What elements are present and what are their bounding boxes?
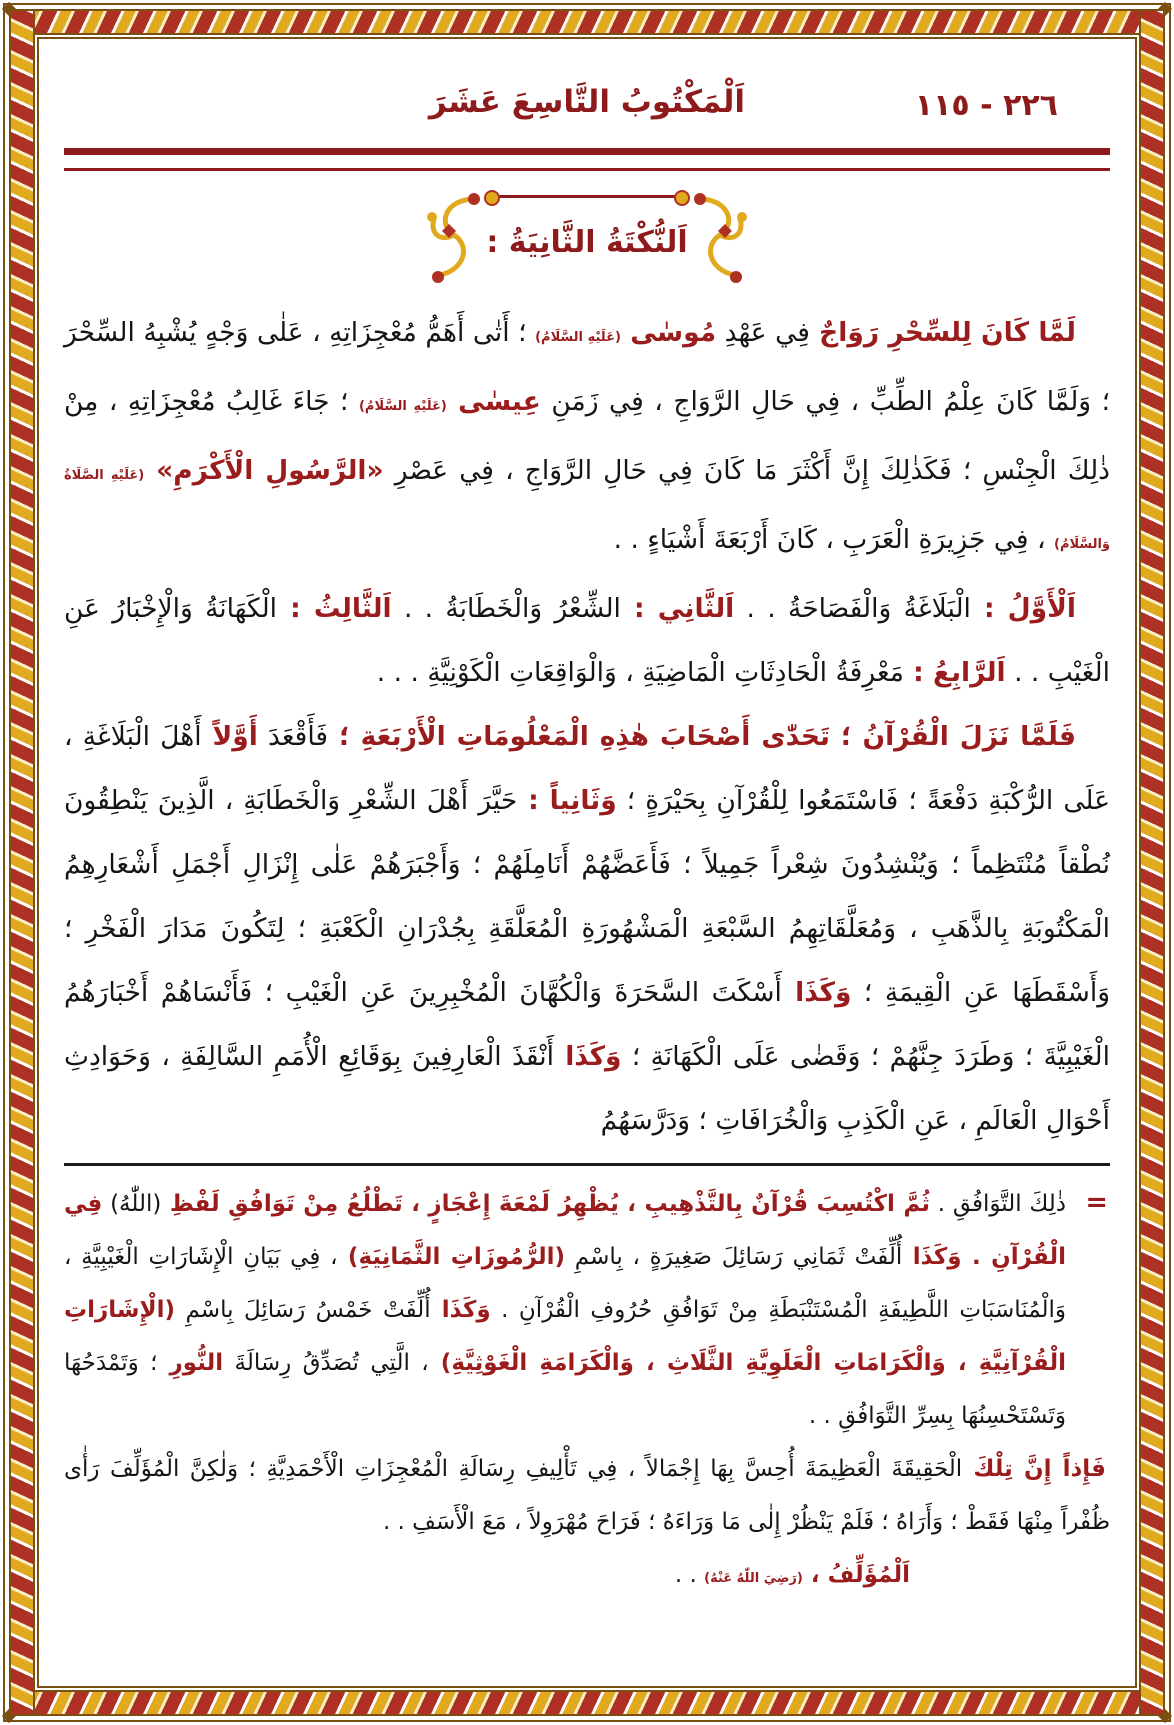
- paragraph: [64, 705, 1110, 1153]
- text-segment: (الرُّمُوزَاتِ الثَّمَانِيَةِ): [337, 1244, 566, 1270]
- section-cartouche: [422, 191, 752, 283]
- border-braid-left: [9, 9, 35, 1716]
- text-segment: ؛ وَتَمْدَحُهَا وَتَسْتَحْسِنُهَا بِسِرِّ التَّوَافُقِ . .: [64, 1350, 1066, 1429]
- text-segment: ، الَّتِي تُصَدِّقُ رِسَالَةَ: [223, 1350, 429, 1376]
- text-segment: مَعْرِفَةُ الْحَادِثَاتِ الْمَاضِيَةِ ، وَالْوَاقِعَاتِ الْكَوْنِيَّةِ . . .: [376, 657, 904, 688]
- text-segment: اَلثَّالِثُ :: [277, 593, 392, 624]
- text-segment: اَلْمُؤَلِّفُ ،: [802, 1562, 910, 1588]
- border-braid-top: [9, 9, 1165, 35]
- text-segment: (اللّٰهُ): [102, 1191, 162, 1217]
- text-segment: (عَلَيْهِ السَّلَامُ): [358, 399, 447, 414]
- border-braid-right: [1139, 9, 1165, 1716]
- paragraph: [64, 301, 1110, 577]
- text-segment: الْكَهَانَةُ وَالْإِخْبَارُ عَنِ الْغَيْبِ . .: [64, 593, 1110, 688]
- text-segment: أُلِّفَتْ ثَمَانِي رَسَائِلَ صَغِيرَةٍ ، بِاسْمِ: [565, 1244, 903, 1270]
- text-segment: وَكَذَا: [430, 1297, 491, 1323]
- text-segment: ثُمَّ اكْتُسِبَ قُرْآنٌ بِالتَّذْهِيبِ ، يُظْهِرُ لَمْعَةَ إِعْجَازٍ ، تَطْلُعُ مِنْ تَوَافُقِ لَفْظِ: [161, 1191, 931, 1217]
- footnote: [64, 1178, 1110, 1605]
- page-header: [64, 76, 1110, 142]
- text-segment: حَيَّرَ أَهْلَ الشِّعْرِ وَالْخَطَابَةِ ، الَّذِينَ يَنْطِقُونَ نُطْقاً مُنْتَظِماً ؛ وَيُنْشِدُونَ شِعْراً جَمِيلاً ؛ فَأَعَضَّهُمْ أَنَامِلَهُمْ ؛ وَأَجْبَرَهُمْ عَلٰى إِنْزَالِ أَجْمَلِ أَشْعَارِهِمُ الْمَكْتُوبَةِ بِالذَّهَبِ ، وَمُعَلَّقَاتِهِمُ السَّبْعَةِ الْمَشْهُورَةِ الْمُعَلَّقَةِ بِجُدْرَانِ الْكَعْبَةِ ؛ لِتَكُونَ مَدَارَ الْفَخْرِ ؛ وَأَسْقَطَهَا عَنِ الْقِيمَةِ ؛: [64, 785, 1111, 1008]
- header-double-rule: [64, 148, 1110, 171]
- text-segment: فَأَقْعَدَ: [257, 721, 329, 752]
- text-segment: فَلَمَّا نَزَلَ الْقُرْآنُ ؛ تَحَدّٰى أَصْحَابَ هٰذِهِ الْمَعْلُومَاتِ الْأَرْبَعَةِ ؛: [328, 721, 1076, 752]
- text-segment: عِيسٰى: [446, 386, 541, 417]
- text-segment: (الْإِشَارَاتِ الْقُرْآنِيَّةِ ، وَالْكَرَامَاتِ الْعَلَوِيَّةِ الثَّلَاثِ ، وَالْكَرَامَةِ الْغَوْثِيَّةِ): [64, 1297, 1067, 1376]
- footnote-signature: [64, 1549, 1110, 1605]
- text-segment: «الرَّسُولِ الْأَكْرَمِ»: [144, 455, 384, 486]
- text-segment: فِي عَهْدِ: [716, 317, 810, 348]
- text-segment: ذٰلِكَ التَّوَافُقِ .: [930, 1191, 1066, 1217]
- text-segment: الْبَلَاغَةُ وَالْفَصَاحَةُ . .: [734, 593, 971, 624]
- section-title: اَلنُّكْتَةُ الثَّانِيَةُ :: [486, 225, 688, 260]
- text-segment: ، فِي جَزِيرَةِ الْعَرَبِ ، كَانَ أَرْبَعَةَ أَشْيَاءٍ . .: [613, 524, 1054, 555]
- cartouche-line: [494, 195, 680, 198]
- text-segment: اَلرَّابِعُ :: [903, 657, 1006, 688]
- text-segment: (رَضِيَ اللّٰهُ عَنْهُ): [704, 1571, 803, 1586]
- cartouche-dot-icon: [484, 190, 500, 206]
- cartouche-dot-icon: [674, 190, 690, 206]
- border-braid-bottom: [9, 1690, 1165, 1716]
- paragraph: [64, 577, 1110, 705]
- text-segment: (عَلَيْهِ الصَّلَاةُ وَالسَّلَامُ): [64, 468, 1110, 552]
- text-segment: أُلِّفَتْ خَمْسُ رَسَائِلَ بِاسْمِ: [175, 1297, 431, 1323]
- footnote-text: [64, 1191, 1066, 1429]
- floral-ornament-icon: [690, 191, 752, 283]
- page-content: [42, 42, 1132, 1683]
- text-segment: الشِّعْرُ وَالْخَطَابَةُ . .: [391, 593, 621, 624]
- footnote-continuation-marker: =: [1085, 1187, 1108, 1218]
- text-segment: أَنْقَذَ الْعَارِفِينَ بِوَقَائِعِ الْأُمَمِ السَّالِفَةِ ، وَحَوَادِثِ أَحْوَالِ الْعَالَمِ ، عَنِ الْكَذِبِ وَالْخُرَافَاتِ ؛ وَدَرَّسَهُمُ: [64, 1041, 1110, 1136]
- footnote-paragraph: [64, 1443, 1110, 1549]
- text-segment: أَوَّلاً: [201, 721, 258, 752]
- footnote-rule: [64, 1163, 1110, 1166]
- text-segment: ، فِي بَيَانِ الْإِشَارَاتِ الْغَيْبِيَّةِ ، وَالْمُنَاسَبَاتِ اللَّطِيفَةِ الْمُسْتَنْبَطَةِ مِنْ تَوَافُقِ حُرُوفِ الْقُرْآنِ .: [64, 1244, 1066, 1323]
- text-segment: فِي الْقُرْآنِ . وَكَذَا: [64, 1191, 1067, 1270]
- text-segment: الْحَقِيقَةَ الْعَظِيمَةَ أُحِسَّ بِهَا إِجْمَالاً ، فِي تَأْلِيفِ رِسَالَةِ الْمُعْجِزَاتِ الْأَحْمَدِيَّةِ ؛ وَلٰكِنَّ الْمُؤَلِّفَ رَأٰى ظُفْراً مِنْهَا فَقَطْ ؛ وَأَرَاهُ ؛ فَلَمْ يَنْظُرْ إِلٰى مَا وَرَاءَهُ ؛ فَرَاحَ مُهْرَوِلاً ، مَعَ الْأَسَفِ . .: [64, 1456, 1110, 1535]
- text-segment: أَسْكَتَ السَّحَرَةَ وَالْكُهَّانَ الْمُخْبِرِينَ عَنِ الْغَيْبِ ؛ فَأَنْسَاهُمْ أَخْبَارَهُمُ الْغَيْبِيَّةَ ؛ وَطَرَدَ جِنَّهُمْ ؛ وَقَضٰى عَلَى الْكَهَانَةِ ؛: [64, 977, 1110, 1072]
- text-segment: وَكَذَا: [781, 977, 852, 1008]
- text-segment: اَلْأَوَّلُ :: [970, 593, 1076, 624]
- page-numbers: ٢٢٦ - ١١٥: [914, 88, 1058, 123]
- text-segment: لَمَّا كَانَ لِلسِّحْرِ رَوَاجٌ: [809, 317, 1076, 348]
- text-segment: اَلثَّانِي :: [620, 593, 735, 624]
- text-segment: أَهْلَ الْبَلَاغَةِ ، عَلَى الرُّكْبَةِ دَفْعَةً ؛ فَاسْتَمَعُوا لِلْقُرْآنِ بِحَيْرَةٍ ؛: [64, 721, 1111, 816]
- text-segment: ؛ أَتٰى أَهَمُّ مُعْجِزَاتِهِ ، عَلٰى وَجْهٍ يُشْبِهُ السِّحْرَ ؛ وَلَمَّا كَانَ عِلْمُ الطِّبِّ ، فِي حَالِ الرَّوَاجِ ، فِي زَمَنِ: [64, 317, 1111, 417]
- text-segment: وَثَانِياً :: [517, 785, 617, 816]
- text-segment: وَكَذَا: [554, 1041, 622, 1072]
- footnote-paragraph: [64, 1178, 1110, 1443]
- page-title: اَلْمَكْتُوبُ التَّاسِعَ عَشَرَ: [428, 84, 746, 120]
- text-segment: . .: [674, 1562, 705, 1588]
- floral-ornament-icon: [422, 191, 484, 283]
- text-segment: مُوسٰى: [620, 317, 717, 348]
- text-segment: (عَلَيْهِ السَّلَامُ): [535, 330, 621, 345]
- text-segment: النُّورِ: [157, 1350, 224, 1376]
- text-segment: فَإِذاً إِنَّ تِلْكَ: [962, 1456, 1106, 1482]
- text-segment: ؛ جَاءَ غَالِبُ مُعْجِزَاتِهِ ، مِنْ ذٰلِكَ الْجِنْسِ ؛ فَكَذٰلِكَ إِنَّ أَكْثَرَ مَا كَانَ فِي حَالِ الرَّوَاجِ ، فِي عَصْرِ: [64, 386, 1110, 486]
- body-text: [64, 301, 1110, 1153]
